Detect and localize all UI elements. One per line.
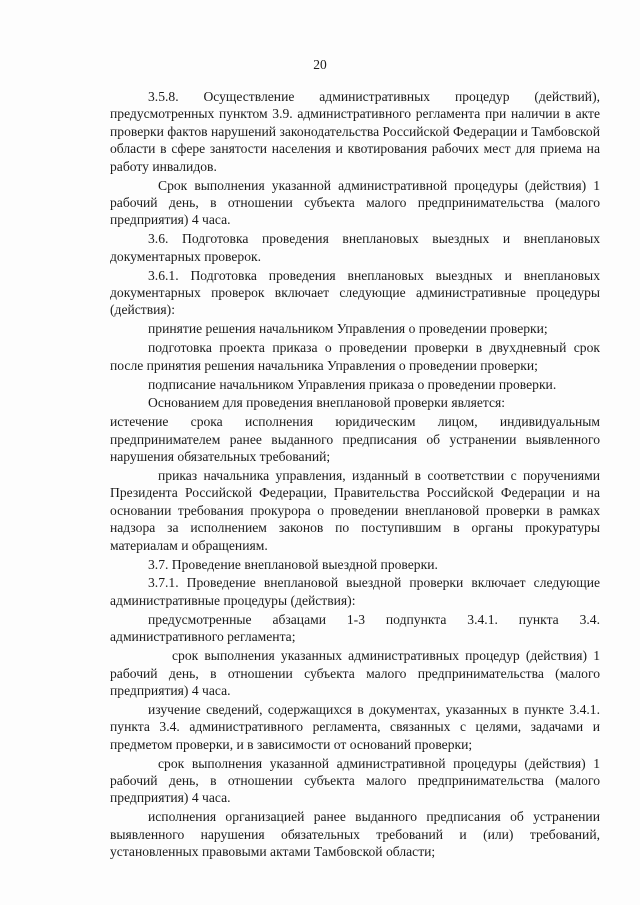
document-body — [110, 88, 600, 862]
paragraph-deadline-3: срок выполнения указанной административной процедуры (действия) 1 рабочий день, в отношении субъекта малого предпринимательства (малого предприятия) 4 часа. — [110, 755, 600, 806]
list-item-study-documents: изучение сведений, содержащихся в документах, указанных в пункте 3.4.1. пункта 3.4. административного регламента, связанных с целями, задачами и предметом проверки, и в зависимости от оснований проверки; — [110, 701, 600, 752]
page-number: 20 — [313, 57, 327, 72]
paragraph-3-6: 3.6. Подготовка проведения внеплановых выездных и внеплановых документарных проверок. — [110, 231, 600, 264]
paragraph-3-7: 3.7. Проведение внеплановой выездной проверки. — [148, 556, 438, 572]
paragraph-deadline-1: Срок выполнения указанной административной процедуры (действия) 1 рабочий день, в отношении субъекта малого предпринимательства (малого предприятия) 4 часа. — [110, 177, 600, 228]
list-item-grounds-order: приказ начальника управления, изданный в соответствии с поручениями Президента Российской Федерации, Правительства Российской Федерации и на основании требования прокурора о проведении внеплановой проверки в рамках надзора за исполнением законов по поступившим в органы прокуратуры материалам и обращениям. — [110, 468, 600, 553]
paragraph-grounds: Основанием для проведения внеплановой проверки является: — [148, 395, 506, 411]
paragraph-3-5-8: 3.5.8. Осуществление административных процедур (действий), предусмотренных пунктом 3.9. административного регламента при наличии в акте проверки фактов нарушений законодательства Российской Федерации и Тамбовской области в сфере занятости населения и квотирования рабочих мест для приема на работу инвалидов. — [110, 89, 600, 174]
list-item-prescription-execution: исполнения организацией ранее выданного предписания об устранении выявленного нарушения обязательных требований и (или) требований, установленных правовыми актами Тамбовской области; — [110, 809, 600, 860]
list-item-sign-order: подписание начальником Управления приказа о проведении проверки. — [148, 376, 557, 392]
paragraph-3-7-1: 3.7.1. Проведение внеплановой выездной проверки включает следующие административные процедуры (действия): — [110, 575, 600, 608]
list-item-draft-order: подготовка проекта приказа о проведении проверки в двухдневный срок после принятия решения начальника Управления о проведении проверки; — [110, 340, 600, 373]
list-item-grounds-expiry: истечение срока исполнения юридическим лицом, индивидуальным предпринимателем ранее выданного предписания об устранении выявленного нарушения обязательных требований; — [110, 414, 600, 465]
list-item-provided-paragraphs: предусмотренные абзацами 1-3 подпункта 3.4.1. пункта 3.4. административного регламента; — [110, 611, 600, 645]
paragraph-3-6-1: 3.6.1. Подготовка проведения внеплановых выездных и внеплановых документарных проверок включает следующие административные процедуры (действия): — [110, 267, 600, 318]
paragraph-deadline-2: срок выполнения указанных административных процедур (действия) 1 рабочий день, в отношении субъекта малого предпринимательства (малого предприятия) 4 часа. — [110, 648, 600, 698]
list-item-decision: принятие решения начальником Управления о проведении проверки; — [148, 321, 548, 337]
